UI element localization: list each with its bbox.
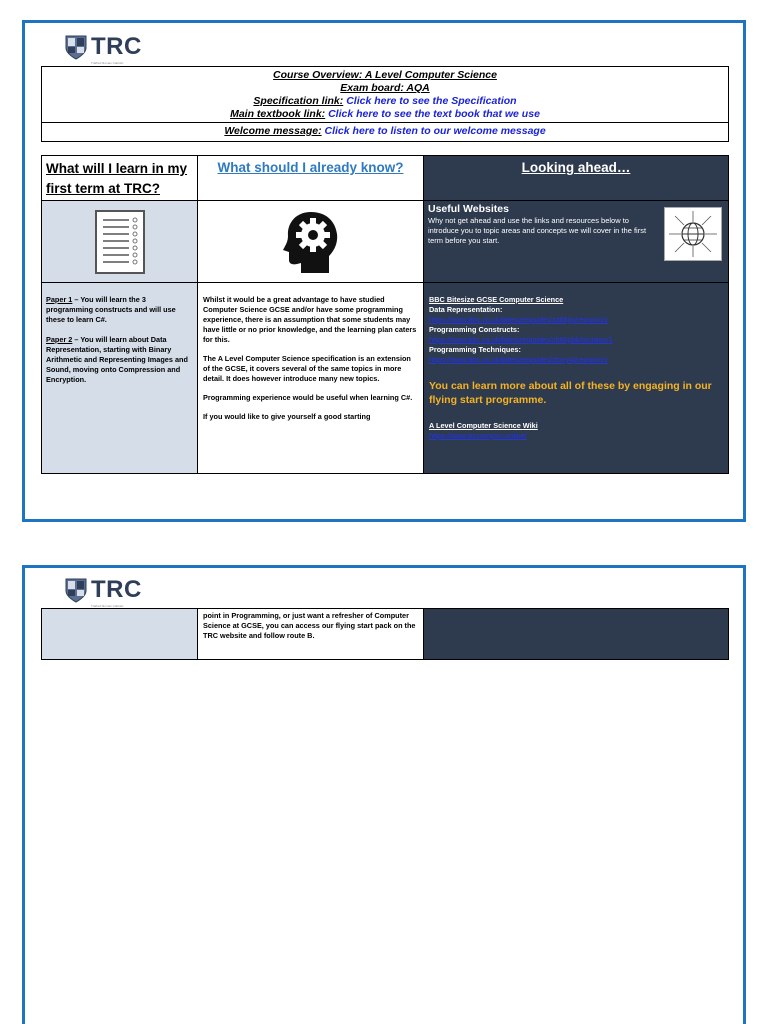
course-grid-continued bbox=[41, 608, 729, 660]
looking-ahead-content bbox=[424, 283, 728, 473]
useful-websites-text: Why not get ahead and use the links and resources below to introduce you to topic areas and concepts we will cover in the first term before you start. bbox=[428, 216, 647, 245]
head-gear-cell bbox=[198, 201, 424, 282]
logo-text: TRC bbox=[91, 576, 142, 603]
spec-link[interactable]: Click here to see the Specification bbox=[346, 95, 517, 107]
course-grid bbox=[41, 155, 729, 474]
page-2 bbox=[22, 565, 746, 1024]
already-know-p2: The A Level Computer Science specification is an extension of the GCSE, it covers several of the same topics in more detail. It does however introduce many new topics. bbox=[203, 354, 411, 383]
paper1-label: Paper 1 bbox=[46, 295, 73, 304]
paper2-text: – You will learn about Data Representation, starting with Binary Arithmetic and Representing Images and Sound, moving onto Compression and Encryption. bbox=[46, 335, 188, 384]
textbook-link[interactable]: Click here to see the text book that we use bbox=[328, 108, 540, 120]
course-title: Course Overview: A Level Computer Science bbox=[273, 69, 497, 81]
welcome-link[interactable]: Click here to listen to our welcome message bbox=[324, 125, 546, 137]
continued-row bbox=[42, 609, 728, 659]
logo-subtitle: Trafford Roman Catholic bbox=[91, 61, 124, 65]
bbc-bitesize-title: BBC Bitesize GCSE Computer Science bbox=[429, 295, 564, 304]
checklist-icon bbox=[95, 210, 145, 274]
header-looking-ahead: Looking ahead… bbox=[424, 156, 728, 200]
trc-logo bbox=[65, 33, 142, 65]
already-know-p4: If you would like to give yourself a good starting bbox=[203, 412, 371, 421]
paper2-label: Paper 2 bbox=[46, 335, 73, 344]
header-first-term: What will I learn in my first term at TRC? bbox=[42, 156, 198, 200]
header-row bbox=[42, 156, 728, 201]
data-rep-label: Data Representation: bbox=[429, 305, 503, 314]
already-know-p3: Programming experience would be useful when learning C#. bbox=[203, 393, 413, 402]
header-already-know: What should I already know? bbox=[198, 156, 424, 200]
globe-image bbox=[664, 207, 722, 261]
useful-websites-cell bbox=[424, 201, 728, 282]
already-know-p1: Whilst it would be a great advantage to have studied Computer Science GCSE and/or have some programming experience, there is an assumption that some students may have little or no prior knowledge, and the learning plan caters for this. bbox=[203, 295, 417, 344]
data-rep-link[interactable]: https://www.bbc.co.uk/bitesize/guides/zd88jty/revision/1 bbox=[429, 315, 609, 324]
course-overview-box bbox=[41, 66, 729, 142]
wiki-title: A Level Computer Science Wiki bbox=[429, 421, 538, 430]
trc-shield-icon bbox=[65, 34, 87, 60]
first-term-continued bbox=[42, 609, 198, 659]
icon-row bbox=[42, 201, 728, 283]
spec-label: Specification link: bbox=[253, 95, 344, 107]
trc-shield-icon bbox=[65, 577, 87, 603]
page-1 bbox=[22, 20, 746, 522]
textbook-label: Main textbook link: bbox=[230, 108, 326, 120]
prog-constructs-link[interactable]: https://www.bbc.co.uk/bitesize/guides/zh66pbk/revision/1 bbox=[429, 335, 613, 344]
exam-board: Exam board: AQA bbox=[340, 82, 430, 94]
looking-ahead-continued bbox=[424, 609, 728, 659]
already-know-content bbox=[198, 283, 424, 473]
prog-constructs-label: Programming Constructs: bbox=[429, 325, 520, 334]
prog-techniques-label: Programming Techniques: bbox=[429, 345, 521, 354]
already-know-continued: point in Programming, or just want a refresher of Computer Science at GCSE, you can access our flying start pack on the TRC website and follow route B. bbox=[198, 609, 424, 659]
globe-network-icon bbox=[665, 208, 721, 260]
content-row bbox=[42, 283, 728, 473]
flying-start-promo: You can learn more about all of these by engaging in our flying start programme. bbox=[429, 380, 712, 406]
logo-text: TRC bbox=[91, 33, 142, 60]
wiki-link[interactable]: https://www.trccompsci.online/ bbox=[429, 431, 527, 440]
head-gear-icon bbox=[283, 210, 339, 274]
trc-logo-page2 bbox=[65, 576, 142, 608]
paper1-text: – You will learn the 3 programming constructs and will use these to learn C#. bbox=[46, 295, 176, 324]
prog-techniques-link[interactable]: https://www.bbc.co.uk/bitesize/guides/zfnny4j/revision/1 bbox=[429, 355, 609, 364]
welcome-label: Welcome message: bbox=[224, 125, 322, 137]
useful-websites-title: Useful Websites bbox=[428, 203, 509, 215]
logo-subtitle: Trafford Roman Catholic bbox=[91, 604, 124, 608]
checklist-cell bbox=[42, 201, 198, 282]
first-term-content bbox=[42, 283, 198, 473]
